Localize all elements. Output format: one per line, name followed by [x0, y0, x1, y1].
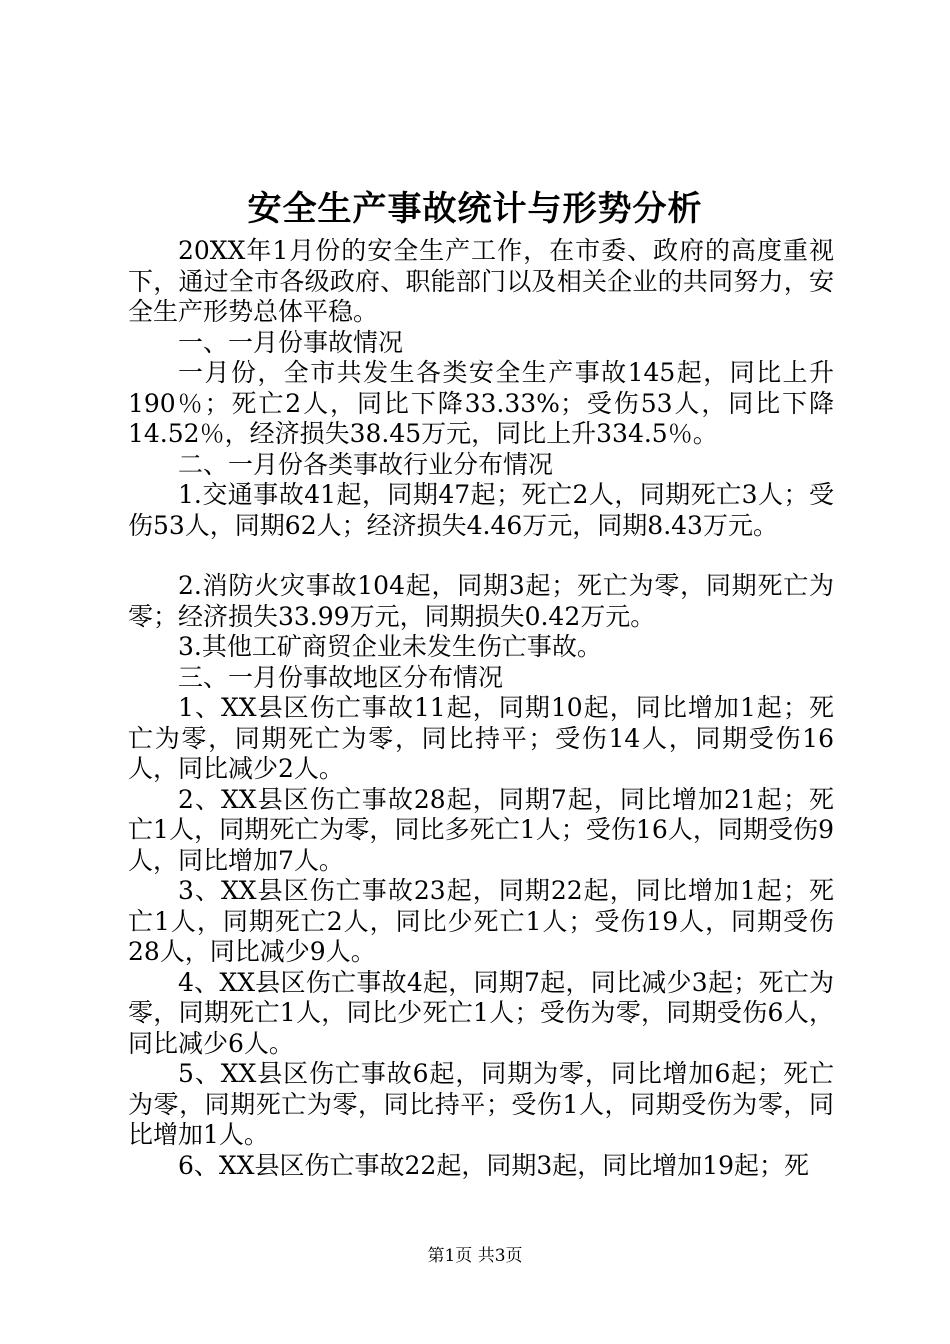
- section-heading-1: 一、一月份事故情况: [178, 327, 404, 357]
- section-heading-3: 三、一月份事故地区分布情况: [178, 662, 504, 692]
- page-footer: 第1页 共3页: [427, 1246, 523, 1266]
- paragraph-other: 3.其他工矿商贸企业未发生伤亡事故。: [178, 632, 602, 661]
- paragraph-district-3: 3、XX县区伤亡事故23起，同期22起，同比增加1起；死亡1人，同期死亡2人，同比少死亡1人；受伤19人，同期受伤28人，同比减少9人。: [128, 876, 834, 966]
- paragraph-district-1: 1、XX县区伤亡事故11起，同期10起，同比增加1起；死亡为零，同期死亡为零，同比持平；受伤14人，同期受伤16人，同比减少2人。: [128, 693, 834, 783]
- document-title: 安全生产事故统计与形势分析: [247, 189, 703, 229]
- paragraph-district-5: 5、XX县区伤亡事故6起，同期为零，同比增加6起；死亡为零，同期死亡为零，同比持平；受伤1人，同期受伤为零，同比增加1人。: [128, 1059, 834, 1149]
- paragraph-intro: 20XX年1月份的安全生产工作，在市委、政府的高度重视下，通过全市各级政府、职能部门以及相关企业的共同努力，安全生产形势总体平稳。: [128, 236, 834, 326]
- paragraph-district-4: 4、XX县区伤亡事故4起，同期7起，同比减少3起；死亡为零，同期死亡1人，同比少死亡1人；受伤为零，同期受伤6人，同比减少6人。: [128, 967, 834, 1058]
- paragraph-district-6: 6、XX县区伤亡事故22起，同期3起，同比增加19起；死: [178, 1150, 810, 1180]
- section-heading-2: 二、一月份各类事故行业分布情况: [178, 449, 554, 479]
- paragraph-district-2: 2、XX县区伤亡事故28起，同期7起，同比增加21起；死亡1人，同期死亡为零，同比多死亡1人；受伤16人，同期受伤9人，同比增加7人。: [128, 784, 834, 875]
- paragraph-fire: 2.消防火灾事故104起，同期3起；死亡为零，同期死亡为零；经济损失33.99万元，同期损失0.42万元。: [128, 571, 834, 631]
- document-body: [128, 236, 834, 1181]
- paragraph-summary: 一月份，全市共发生各类安全生产事故145起，同比上升190％；死亡2人，同比下降33.33%；受伤53人，同比下降14.52％，经济损失38.45万元，同比上升334.5％。: [128, 358, 834, 448]
- paragraph-traffic: 1.交通事故41起，同期47起；死亡2人，同期死亡3人；受伤53人，同期62人；经济损失4.46万元，同期8.43万元。: [128, 480, 834, 540]
